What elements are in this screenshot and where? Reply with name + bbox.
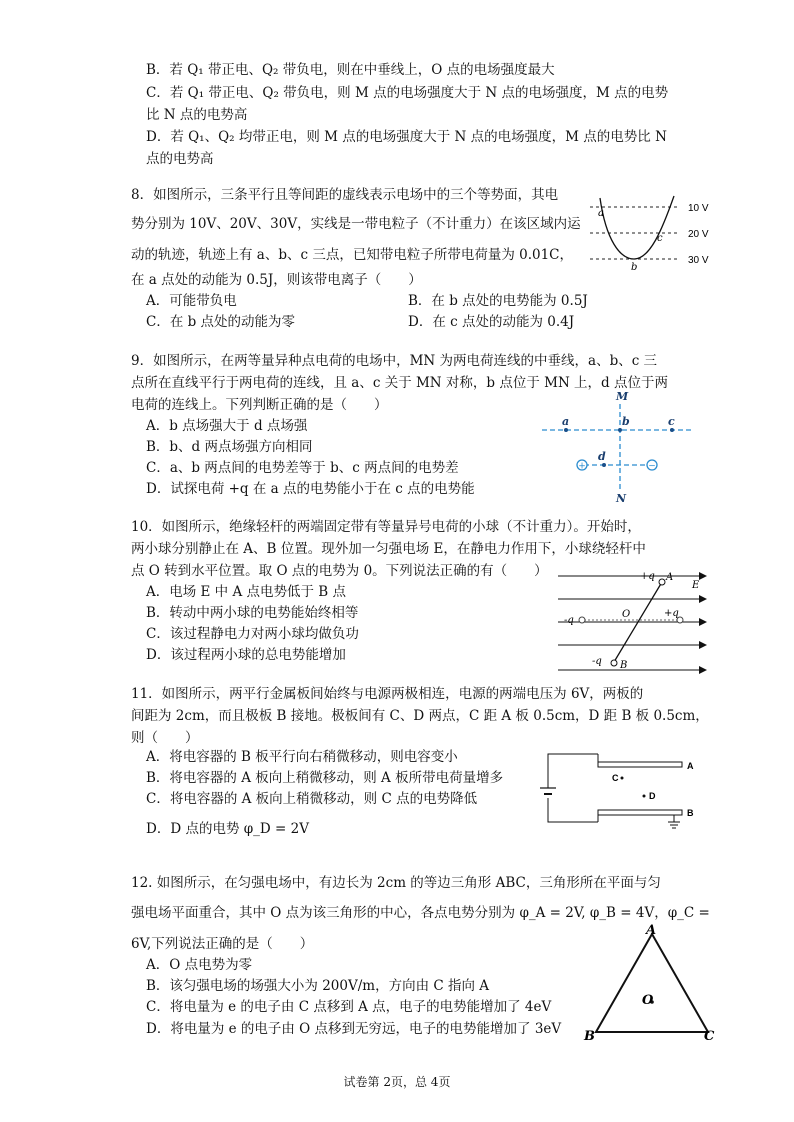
q12-label-o: O: [642, 993, 654, 1008]
q8-option-b: B．在 b 点处的电势能为 0.5J: [408, 293, 588, 309]
q8-option-c: C．在 b 点处的动能为零: [146, 314, 296, 330]
q10-label-plus-q-right: +q: [664, 608, 679, 619]
q12-triangle-abc: [596, 934, 708, 1032]
q11-label-a: A: [687, 761, 694, 771]
q7-option-d-line2: 点的电势高: [146, 151, 214, 167]
q8-stem-line2: 势分别为 10V、20V、30V，实线是一带电粒子（不计重力）在该区域内运: [131, 216, 581, 232]
q11-point-d: [643, 795, 646, 798]
q10-label-minus-q-b: -q: [592, 656, 602, 667]
q8-point-c: c: [657, 233, 663, 244]
q11-option-c: C．将电容器的 A 板向上稍微移动，则 C 点的电势降低: [146, 791, 478, 807]
q8-stem-line1: 8．如图所示，三条平行且等间距的虚线表示电场中的三个等势面，其电: [131, 187, 559, 203]
q7-option-c-line2: 比 N 点的电势高: [146, 107, 248, 123]
page-footer: 试卷第 2页，总 4页: [343, 1075, 451, 1089]
q11-label-c: C: [612, 773, 619, 783]
q8-trajectory: [600, 196, 674, 259]
q11-point-c: [621, 777, 624, 780]
q10-label-plus-q-a: +q: [640, 571, 655, 582]
q9-option-b: B．b、d 两点场强方向相同: [146, 439, 313, 455]
q8-stem-line4: 在 a 点处的动能为 0.5J，则该带电离子（ ）: [131, 272, 422, 288]
q7-option-c-line1: C．若 Q₁ 带正电、Q₂ 带负电，则 M 点的电场强度大于 N 点的电场强度，M 点的电势: [146, 85, 669, 101]
q9-label-n: N: [616, 492, 627, 505]
q10-ball-a: [659, 579, 665, 585]
q8-figure: [584, 190, 714, 272]
q9-label-m: M: [616, 390, 629, 403]
q11-option-a: A．将电容器的 B 板平行向右稍微移动，则电容变小: [146, 749, 458, 765]
q10-ball-left: [579, 617, 585, 623]
q9-label-c: c: [668, 415, 675, 428]
q10-label-a: A: [666, 572, 674, 583]
q10-stem-line3: 点 O 转到水平位置。取 O 点的电势为 0。下列说法正确的有（ ）: [131, 563, 548, 579]
q12-stem-line1: 12. 如图所示，在匀强电场中，有边长为 2cm 的等边三角形 ABC，三角形所在平面与匀: [131, 875, 661, 891]
q12-option-d: D．将电量为 e 的电子由 O 点移到无穷远，电子的电势能增加了 3eV: [146, 1021, 562, 1037]
q9-negative-sign: −: [648, 461, 656, 472]
q9-option-c: C．a、b 两点间的电势差等于 b、c 两点间的电势差: [146, 460, 459, 476]
q8-option-a: A．可能带负电: [146, 293, 237, 309]
q12-option-c: C．将电量为 e 的电子由 C 点移到 A 点，电子的电势能增加了 4eV: [146, 999, 552, 1015]
q11-label-d: D: [649, 791, 656, 801]
q11-plate-a: [598, 762, 682, 767]
q8-label-20v: 20 V: [688, 229, 709, 240]
q8-point-a: a: [598, 208, 604, 219]
q8-option-d: D．在 c 点处的动能为 0.4J: [408, 314, 575, 330]
q9-dot-a: [564, 428, 568, 432]
q9-option-a: A．b 点场强大于 d 点场强: [146, 418, 308, 434]
q10-label-o: O: [622, 609, 631, 620]
q9-dot-c: [670, 428, 674, 432]
q12-label-c: C: [704, 1029, 715, 1044]
q8-label-30v: 30 V: [688, 255, 709, 266]
q10-label-e: E: [692, 580, 700, 591]
q11-stem-line3: 则（ ）: [131, 730, 199, 746]
q7-option-d-line1: D．若 Q₁、Q₂ 均带正电，则 M 点的电场强度大于 N 点的电场强度，M 点的电势比 N: [146, 129, 667, 145]
q12-figure: [582, 924, 722, 1044]
q8-point-b: b: [631, 262, 638, 272]
q11-stem-line1: 11．如图所示，两平行金属板间始终与电源两极相连，电源的两端电压为 6V，两板的: [131, 686, 644, 702]
q12-stem-line2: 强电场平面重合，其中 O 点为该三角形的中心，各点电势分别为 φ_A = 2V, φ_B = 4V，φ_C =: [131, 905, 710, 921]
q9-stem-line1: 9．如图所示，在两等量异种点电荷的电场中，MN 为两电荷连线的中垂线，a、b、c 三: [131, 353, 658, 369]
q8-label-10v: 10 V: [688, 203, 709, 214]
q9-dot-b: [618, 428, 622, 432]
q10-option-c: C．该过程静电力对两小球均做负功: [146, 626, 359, 642]
q8-stem-line3: 动的轨迹，轨迹上有 a、b、c 三点，已知带电粒子所带电荷量为 0.01C，: [131, 247, 574, 263]
q7-option-b: B．若 Q₁ 带正电、Q₂ 带负电，则在中垂线上，O 点的电场强度最大: [146, 62, 555, 78]
q11-option-d: D．D 点的电势 φ_D = 2V: [146, 821, 309, 837]
q9-option-d: D．试探电荷 +q 在 a 点的电势能小于在 c 点的电势能: [146, 481, 475, 497]
q10-label-minus-q-left: -q: [564, 615, 574, 626]
q10-option-d: D．该过程两小球的总电势能增加: [146, 647, 346, 663]
q10-label-b: B: [620, 660, 628, 671]
q9-stem-line3: 电荷的连线上。下列判断正确的是（ ）: [131, 397, 388, 413]
q11-plate-b: [598, 810, 682, 815]
q9-dot-d: [602, 463, 606, 467]
q9-label-d: d: [598, 450, 606, 463]
q11-stem-line2: 间距为 2cm，而且极板 B 接地。极板间有 C、D 两点，C 距 A 板 0.5cm，D 距 B 板 0.5cm，: [131, 708, 709, 724]
q9-label-b: b: [622, 415, 630, 428]
q12-option-a: A．O 点电势为零: [146, 957, 253, 973]
q11-option-b: B．将电容器的 A 板向上稍微移动，则 A 板所带电荷量增多: [146, 770, 504, 786]
q10-option-a: A．电场 E 中 A 点电势低于 B 点: [146, 584, 347, 600]
q10-stem-line1: 10．如图所示，绝缘轻杆的两端固定带有等量异号电荷的小球（不计重力）。开始时，: [131, 519, 641, 535]
q12-label-a: A: [646, 924, 657, 938]
q10-figure: [556, 566, 716, 678]
q11-label-b: B: [687, 808, 694, 818]
q10-ball-b: [611, 660, 617, 666]
q12-stem-line3: 6V,下列说法正确的是（ ）: [131, 936, 314, 952]
q10-option-b: B．转动中两小球的电势能始终相等: [146, 605, 359, 621]
q9-figure: [540, 388, 700, 506]
q9-stem-line2: 点所在直线平行于两电荷的连线，且 a、c 关于 MN 对称，b 点位于 MN 上，d 点位于两: [131, 375, 668, 391]
q12-option-b: B．该匀强电场的场强大小为 200V/m，方向由 C 指向 A: [146, 978, 490, 994]
q10-stem-line2: 两小球分别静止在 A、B 位置。现外加一匀强电场 E，在静电力作用下，小球绕轻杆中: [131, 541, 646, 557]
q9-positive-sign: +: [578, 461, 586, 472]
q9-label-a: a: [562, 415, 570, 428]
q11-figure: [534, 748, 704, 830]
q12-label-b: B: [584, 1029, 595, 1044]
